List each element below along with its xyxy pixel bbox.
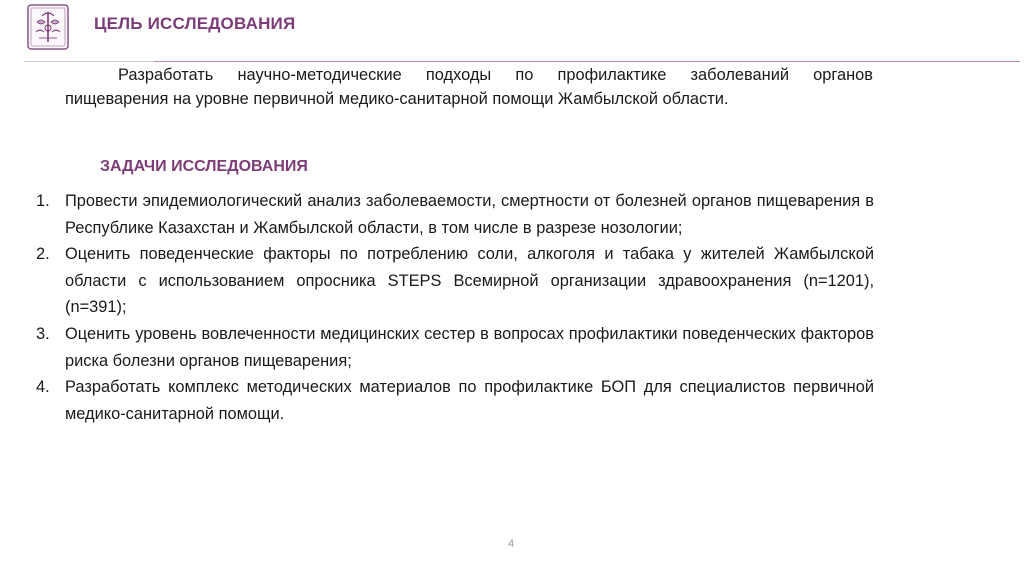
list-item-text: Оценить уровень вовлеченности медицинских сестер в вопросах профилактики поведенческих факторов риска болезни органов пищеварения;	[65, 324, 874, 370]
slide-title: ЦЕЛЬ ИССЛЕДОВАНИЯ	[94, 14, 296, 33]
list-item-text: Разработать комплекс методических материалов по профилактике БОП для специалистов первичной медико-санитарной помощи.	[65, 378, 874, 423]
list-item-number: 3.	[36, 324, 50, 343]
list-item	[36, 188, 874, 241]
list-item-number: 2.	[36, 245, 50, 264]
research-goal-paragraph	[65, 63, 873, 111]
list-item	[36, 374, 874, 427]
tasks-heading: ЗАДАЧИ ИССЛЕДОВАНИЯ	[100, 158, 308, 175]
research-goal-line-1: Разработать научно-методические подходы по профилактике заболеваний органов	[118, 66, 873, 84]
task-list	[36, 188, 874, 427]
university-crest-icon	[27, 4, 69, 50]
list-item	[36, 321, 874, 374]
page-number: 4	[508, 538, 515, 550]
header-divider-accent	[154, 61, 1020, 62]
list-item	[36, 241, 874, 321]
list-item-number: 1.	[36, 192, 50, 210]
list-item-text: Оценить поведенческие факторы по потреблению соли, алкоголя и табака у жителей Жамбылской области с использованием опросника STEPS Всемирной организации здравоохранения (n=1201), (n=391);	[65, 245, 874, 317]
header-divider-gray	[24, 61, 154, 62]
research-goal-line-2: пищеварения на уровне первичной медико-санитарной помощи Жамбылской области.	[65, 90, 729, 108]
list-item-text: Провести эпидемиологический анализ заболеваемости, смертности от болезней органов пищеварения в Республике Казахстан и Жамбылской области, в том числе в разрезе нозологии;	[65, 192, 874, 237]
list-item-number: 4.	[36, 378, 50, 397]
